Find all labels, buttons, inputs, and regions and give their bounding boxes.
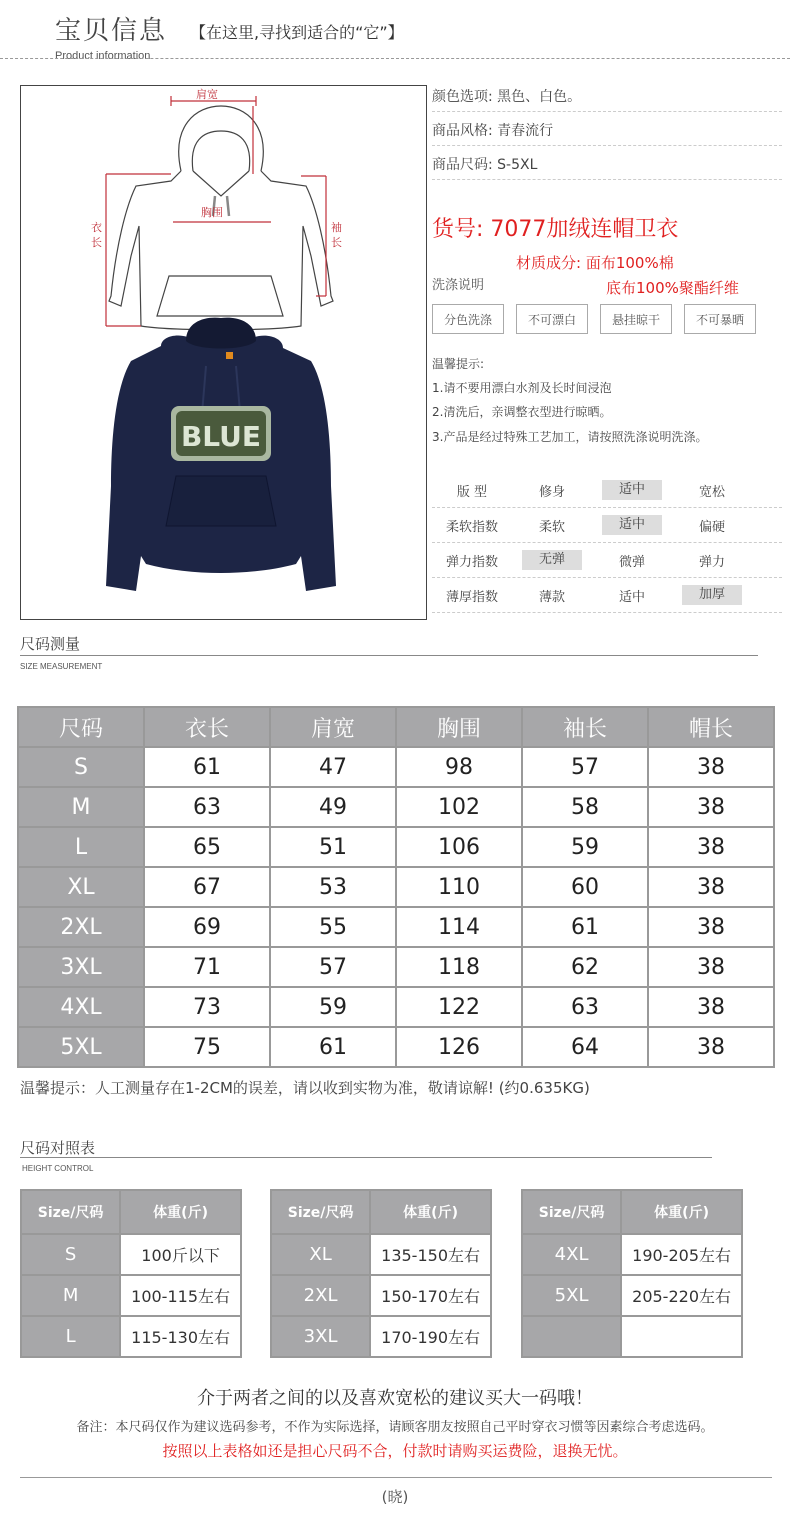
height-row <box>21 1275 241 1316</box>
height-weight-cell: 150-170左右 <box>370 1275 491 1316</box>
size-value-cell: 110 <box>396 867 522 907</box>
size-value-cell: 38 <box>648 787 774 827</box>
attribute-option: 柔软 <box>538 519 565 535</box>
size-value-cell: 38 <box>648 867 774 907</box>
size-value-cell: 47 <box>270 747 396 787</box>
size-section-title: 尺码测量 <box>20 635 81 653</box>
height-weight-cell <box>621 1316 742 1357</box>
height-table <box>20 1189 242 1358</box>
size-value-cell: 38 <box>648 747 774 787</box>
wash-tag: 不可漂白 <box>516 304 588 334</box>
item-number: 货号: 7077加绒连帽卫衣 <box>432 217 679 242</box>
height-size-cell: 2XL <box>271 1275 370 1316</box>
tip-item: 2.清洗后，亲调整衣型进行晾晒。 <box>432 405 612 419</box>
size-value-cell: 38 <box>648 827 774 867</box>
height-size-cell: M <box>21 1275 120 1316</box>
height-size-cell: 4XL <box>522 1234 621 1275</box>
height-table <box>521 1189 743 1358</box>
attribute-name: 柔软指数 <box>445 519 498 535</box>
height-row <box>271 1316 491 1357</box>
size-value-cell: 102 <box>396 787 522 827</box>
attribute-option: 适中 <box>602 515 662 535</box>
size-col-header: 胸围 <box>396 707 522 747</box>
height-weight-cell: 205-220左右 <box>621 1275 742 1316</box>
attribute-option: 修身 <box>538 484 565 500</box>
height-size-cell: 5XL <box>522 1275 621 1316</box>
height-size-cell: S <box>21 1234 120 1275</box>
diagram-sleeve-label-2: 长 <box>331 236 342 249</box>
height-col-header: 体重(斤) <box>370 1190 491 1234</box>
size-label-cell: S <box>18 747 144 787</box>
size-value-cell: 75 <box>144 1027 270 1067</box>
attribute-name: 薄厚指数 <box>445 589 498 605</box>
size-value-cell: 61 <box>144 747 270 787</box>
wash-tag: 不可暴晒 <box>684 304 756 334</box>
height-row <box>271 1234 491 1275</box>
size-value-cell: 114 <box>396 907 522 947</box>
height-weight-cell: 190-205左右 <box>621 1234 742 1275</box>
size-value-cell: 126 <box>396 1027 522 1067</box>
height-col-header: Size/尺码 <box>271 1190 370 1234</box>
height-size-cell: 3XL <box>271 1316 370 1357</box>
height-weight-cell: 100-115左右 <box>120 1275 241 1316</box>
wash-tag: 悬挂晾干 <box>600 304 672 334</box>
height-col-header: 体重(斤) <box>621 1190 742 1234</box>
size-col-header: 衣长 <box>144 707 270 747</box>
size-value-cell: 38 <box>648 947 774 987</box>
size-value-cell: 69 <box>144 907 270 947</box>
height-table-header <box>522 1190 742 1234</box>
size-row <box>18 827 774 867</box>
size-section-rule <box>20 655 758 656</box>
attribute-option: 微弹 <box>618 554 645 570</box>
size-value-cell: 118 <box>396 947 522 987</box>
size-value-cell: 60 <box>522 867 648 907</box>
size-value-cell: 58 <box>522 787 648 827</box>
size-value-cell: 98 <box>396 747 522 787</box>
size-value-cell: 71 <box>144 947 270 987</box>
size-value-cell: 67 <box>144 867 270 907</box>
height-row <box>522 1275 742 1316</box>
attribute-option: 宽松 <box>698 484 725 500</box>
height-col-header: Size/尺码 <box>21 1190 120 1234</box>
size-value-cell: 57 <box>522 747 648 787</box>
size-value-cell: 38 <box>648 1027 774 1067</box>
hoodie-diagram <box>21 86 426 619</box>
size-label-cell: 2XL <box>18 907 144 947</box>
diagram-chest-label: 胸围 <box>201 206 223 219</box>
attribute-option: 无弹 <box>522 550 582 570</box>
height-size-cell <box>522 1316 621 1357</box>
hoodie-print-text: BLUE <box>180 420 262 453</box>
size-row <box>18 947 774 987</box>
attribute-option: 偏硬 <box>698 519 725 535</box>
height-section-title-en: HEIGHT CONTROL <box>22 1164 94 1173</box>
diagram-shoulder-label: 肩宽 <box>196 88 218 101</box>
diagram-length-label-2: 长 <box>91 236 102 249</box>
attribute-name: 弹力指数 <box>445 554 498 570</box>
size-value-cell: 55 <box>270 907 396 947</box>
height-col-header: 体重(斤) <box>120 1190 241 1234</box>
size-col-header: 尺码 <box>18 707 144 747</box>
info-divider <box>432 111 782 112</box>
page-title-en: Product information <box>55 50 151 62</box>
tip-item: 3.产品是经过特殊工艺加工，请按照洗涤说明洗涤。 <box>432 430 708 444</box>
signature: (晓) <box>381 1488 409 1506</box>
size-label-cell: M <box>18 787 144 827</box>
hoodie-photo <box>106 318 336 591</box>
size-value-cell: 64 <box>522 1027 648 1067</box>
size-value-cell: 106 <box>396 827 522 867</box>
size-value-cell: 61 <box>270 1027 396 1067</box>
height-row <box>21 1316 241 1357</box>
attribute-row <box>432 578 782 613</box>
height-row <box>522 1234 742 1275</box>
size-section-title-en: SIZE MEASUREMENT <box>20 662 103 671</box>
footer-divider <box>20 1477 772 1478</box>
info-color: 颜色选项: 黑色、白色。 <box>432 89 582 105</box>
height-size-cell: XL <box>271 1234 370 1275</box>
height-table-header <box>271 1190 491 1234</box>
height-section-title: 尺码对照表 <box>20 1139 96 1157</box>
size-value-cell: 53 <box>270 867 396 907</box>
size-table-header <box>18 707 774 747</box>
attribute-row <box>432 543 782 578</box>
size-row <box>18 747 774 787</box>
height-section-rule <box>20 1157 712 1158</box>
size-label-cell: XL <box>18 867 144 907</box>
size-value-cell: 59 <box>522 827 648 867</box>
attribute-option: 适中 <box>618 589 645 605</box>
size-row <box>18 867 774 907</box>
size-col-header: 袖长 <box>522 707 648 747</box>
attribute-name: 版 型 <box>456 484 488 500</box>
material-lining: 底布100%聚酯纤维 <box>606 279 739 297</box>
size-row <box>18 1027 774 1067</box>
size-col-header: 肩宽 <box>270 707 396 747</box>
size-value-cell: 63 <box>144 787 270 827</box>
info-divider <box>432 179 782 180</box>
product-image-box <box>20 85 427 620</box>
height-row <box>522 1316 742 1357</box>
size-value-cell: 73 <box>144 987 270 1027</box>
size-label-cell: L <box>18 827 144 867</box>
height-table <box>270 1189 492 1358</box>
height-row <box>21 1234 241 1275</box>
attribute-option: 薄款 <box>538 589 565 605</box>
size-row <box>18 787 774 827</box>
attribute-option: 加厚 <box>682 585 742 605</box>
size-value-cell: 122 <box>396 987 522 1027</box>
size-row <box>18 907 774 947</box>
page-subtitle: 【在这里,寻找到适合的“它”】 <box>190 23 404 42</box>
size-label-cell: 3XL <box>18 947 144 987</box>
size-label-cell: 5XL <box>18 1027 144 1067</box>
size-value-cell: 65 <box>144 827 270 867</box>
size-value-cell: 57 <box>270 947 396 987</box>
attribute-option: 适中 <box>602 480 662 500</box>
size-value-cell: 62 <box>522 947 648 987</box>
attribute-row <box>432 508 782 543</box>
info-divider <box>432 145 782 146</box>
page-title: 宝贝信息 <box>55 16 168 46</box>
size-row <box>18 987 774 1027</box>
size-value-cell: 63 <box>522 987 648 1027</box>
material-face: 材质成分: 面布100%棉 <box>516 254 674 272</box>
shipping-warning: 按照以上表格如还是担心尺码不合，付款时请购买运费险，退换无忧。 <box>162 1442 628 1460</box>
height-weight-cell: 135-150左右 <box>370 1234 491 1275</box>
height-weight-cell: 115-130左右 <box>120 1316 241 1357</box>
size-note: 备注：本尺码仅作为建议选码参考，不作为实际选择，请顾客朋友按照自己平时穿衣习惯等因素综合考虑选码。 <box>76 1420 714 1435</box>
height-col-header: Size/尺码 <box>522 1190 621 1234</box>
size-col-header: 帽长 <box>648 707 774 747</box>
size-label-cell: 4XL <box>18 987 144 1027</box>
diagram-length-label-1: 衣 <box>91 221 102 234</box>
wash-tag: 分色洗涤 <box>432 304 504 334</box>
attribute-row <box>432 473 782 508</box>
wash-title: 洗涤说明 <box>432 278 485 293</box>
tip-item: 1.请不要用漂白水剂及长时间浸泡 <box>432 381 612 395</box>
info-size: 商品尺码: S-5XL <box>432 157 538 173</box>
diagram-sleeve-label-1: 袖 <box>331 221 342 234</box>
size-value-cell: 59 <box>270 987 396 1027</box>
size-table <box>17 706 775 1068</box>
tips-title: 温馨提示: <box>432 357 485 371</box>
height-size-cell: L <box>21 1316 120 1357</box>
height-table-header <box>21 1190 241 1234</box>
height-weight-cell: 100斤以下 <box>120 1234 241 1275</box>
size-value-cell: 38 <box>648 907 774 947</box>
header-divider <box>0 58 790 59</box>
size-notice: 温馨提示：人工测量存在1-2CM的误差，请以收到实物为准，敬请谅解! (约0.635KG) <box>20 1079 590 1097</box>
size-value-cell: 51 <box>270 827 396 867</box>
size-value-cell: 38 <box>648 987 774 1027</box>
attribute-option: 弹力 <box>698 554 725 570</box>
height-row <box>271 1275 491 1316</box>
info-style: 商品风格: 青春流行 <box>432 123 554 139</box>
size-advice: 介于两者之间的以及喜欢宽松的建议买大一码哦！ <box>197 1388 593 1409</box>
size-value-cell: 61 <box>522 907 648 947</box>
height-weight-cell: 170-190左右 <box>370 1316 491 1357</box>
size-value-cell: 49 <box>270 787 396 827</box>
